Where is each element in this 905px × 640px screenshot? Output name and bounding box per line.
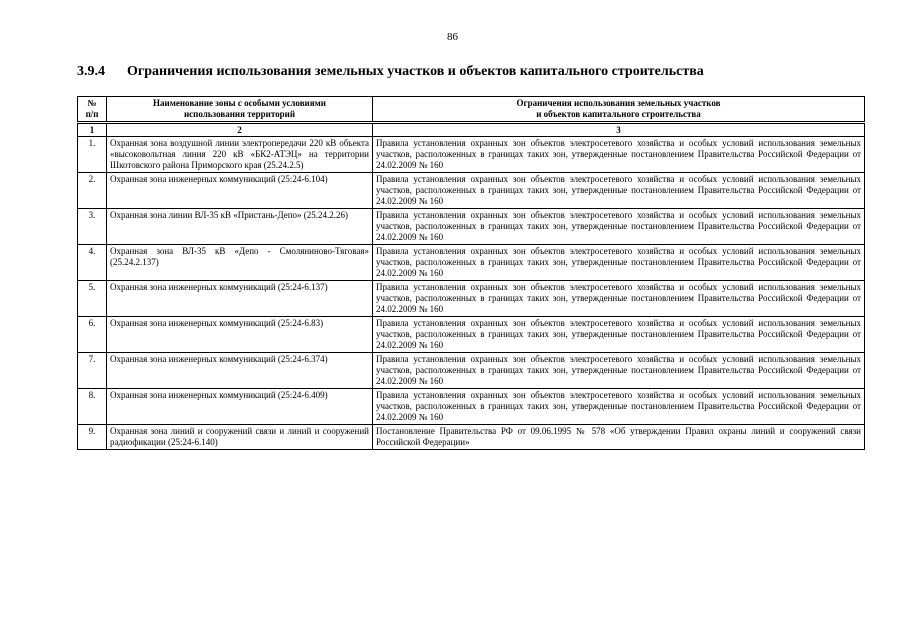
- row-number: 8.: [78, 389, 107, 425]
- row-number: 3.: [78, 209, 107, 245]
- table-row: [78, 353, 865, 389]
- restriction-text: Правила установления охранных зон объектов электросетевого хозяйства и особых условий использования земельных участков, расположенных в границах таких зон, утвержденные постановлением Правительства Российской Федерации от 24.02.2009 № 160: [373, 173, 865, 209]
- restriction-text: Правила установления охранных зон объектов электросетевого хозяйства и особых условий использования земельных участков, расположенных в границах таких зон, утвержденные постановлением Правительства Российской Федерации от 24.02.2009 № 160: [373, 137, 865, 173]
- table-row: [78, 425, 865, 450]
- row-number: 4.: [78, 245, 107, 281]
- header-restrictions: [373, 97, 865, 123]
- restrictions-table: [77, 96, 865, 450]
- row-number: 6.: [78, 317, 107, 353]
- header-number-line2: п/п: [85, 109, 99, 119]
- zone-name: Охранная зона ВЛ-35 кВ «Депо - Смоляниново-Тяговая» (25.24.2.137): [107, 245, 373, 281]
- restriction-text: Правила установления охранных зон объектов электросетевого хозяйства и особых условий использования земельных участков, расположенных в границах таких зон, утвержденные постановлением Правительства Российской Федерации от 24.02.2009 № 160: [373, 353, 865, 389]
- row-number: 5.: [78, 281, 107, 317]
- table-row: [78, 173, 865, 209]
- restriction-text: Правила установления охранных зон объектов электросетевого хозяйства и особых условий использования земельных участков, расположенных в границах таких зон, утвержденные постановлением Правительства Российской Федерации от 24.02.2009 № 160: [373, 281, 865, 317]
- restriction-text: Постановление Правительства РФ от 09.06.1995 № 578 «Об утверждении Правил охраны линий и сооружений связи Российской Федерации»: [373, 425, 865, 450]
- row-number: 7.: [78, 353, 107, 389]
- header-zone-name: [107, 97, 373, 123]
- zone-name: Охранная зона линий и сооружений связи и линий и сооружений радиофикации (25:24-6.140): [107, 425, 373, 450]
- zone-name: Охранная зона воздушной линии электропередачи 220 кВ объекта «высоковольтная линия 220 кВ «БК2-АТЭЦ» на территории Шкотовского района Приморского края (25.24.2.5): [107, 137, 373, 173]
- zone-name: Охранная зона инженерных коммуникаций (25:24-6.409): [107, 389, 373, 425]
- index-cell: 2: [107, 123, 373, 137]
- index-cell: 3: [373, 123, 865, 137]
- header-number-line1: №: [87, 98, 97, 108]
- restriction-text: Правила установления охранных зон объектов электросетевого хозяйства и особых условий использования земельных участков, расположенных в границах таких зон, утвержденные постановлением Правительства Российской Федерации от 24.02.2009 № 160: [373, 389, 865, 425]
- zone-name: Охранная зона инженерных коммуникаций (25:24-6.83): [107, 317, 373, 353]
- table-header-row: [78, 97, 865, 123]
- restriction-text: Правила установления охранных зон объектов электросетевого хозяйства и особых условий использования земельных участков, расположенных в границах таких зон, утвержденные постановлением Правительства Российской Федерации от 24.02.2009 № 160: [373, 245, 865, 281]
- table-row: [78, 209, 865, 245]
- header-zone-line1: Наименование зоны с особыми условиями: [153, 98, 326, 108]
- section-number: 3.9.4: [77, 64, 105, 79]
- header-restrictions-line2: и объектов капитального строительства: [536, 109, 701, 119]
- zone-name: Охранная зона инженерных коммуникаций (25:24-6.104): [107, 173, 373, 209]
- row-number: 9.: [78, 425, 107, 450]
- table-row: [78, 137, 865, 173]
- header-number: [78, 97, 107, 123]
- restriction-text: Правила установления охранных зон объектов электросетевого хозяйства и особых условий использования земельных участков, расположенных в границах таких зон, утвержденные постановлением Правительства Российской Федерации от 24.02.2009 № 160: [373, 209, 865, 245]
- table-row: [78, 245, 865, 281]
- section-heading: [77, 64, 704, 80]
- zone-name: Охранная зона инженерных коммуникаций (25:24-6.374): [107, 353, 373, 389]
- section-title: Ограничения использования земельных участков и объектов капитального строительства: [127, 64, 704, 79]
- zone-name: Охранная зона инженерных коммуникаций (25:24-6.137): [107, 281, 373, 317]
- restriction-text: Правила установления охранных зон объектов электросетевого хозяйства и особых условий использования земельных участков, расположенных в границах таких зон, утвержденные постановлением Правительства Российской Федерации от 24.02.2009 № 160: [373, 317, 865, 353]
- row-number: 2.: [78, 173, 107, 209]
- table-row: [78, 281, 865, 317]
- header-zone-line2: использования территорий: [183, 109, 296, 119]
- index-cell: 1: [78, 123, 107, 137]
- table-index-row: [78, 123, 865, 137]
- zone-name: Охранная зона линии ВЛ-35 кВ «Пристань-Депо» (25.24.2.26): [107, 209, 373, 245]
- row-number: 1.: [78, 137, 107, 173]
- header-restrictions-line1: Ограничения использования земельных участков: [516, 98, 721, 108]
- table-row: [78, 317, 865, 353]
- table-row: [78, 389, 865, 425]
- page-number: 86: [447, 31, 458, 43]
